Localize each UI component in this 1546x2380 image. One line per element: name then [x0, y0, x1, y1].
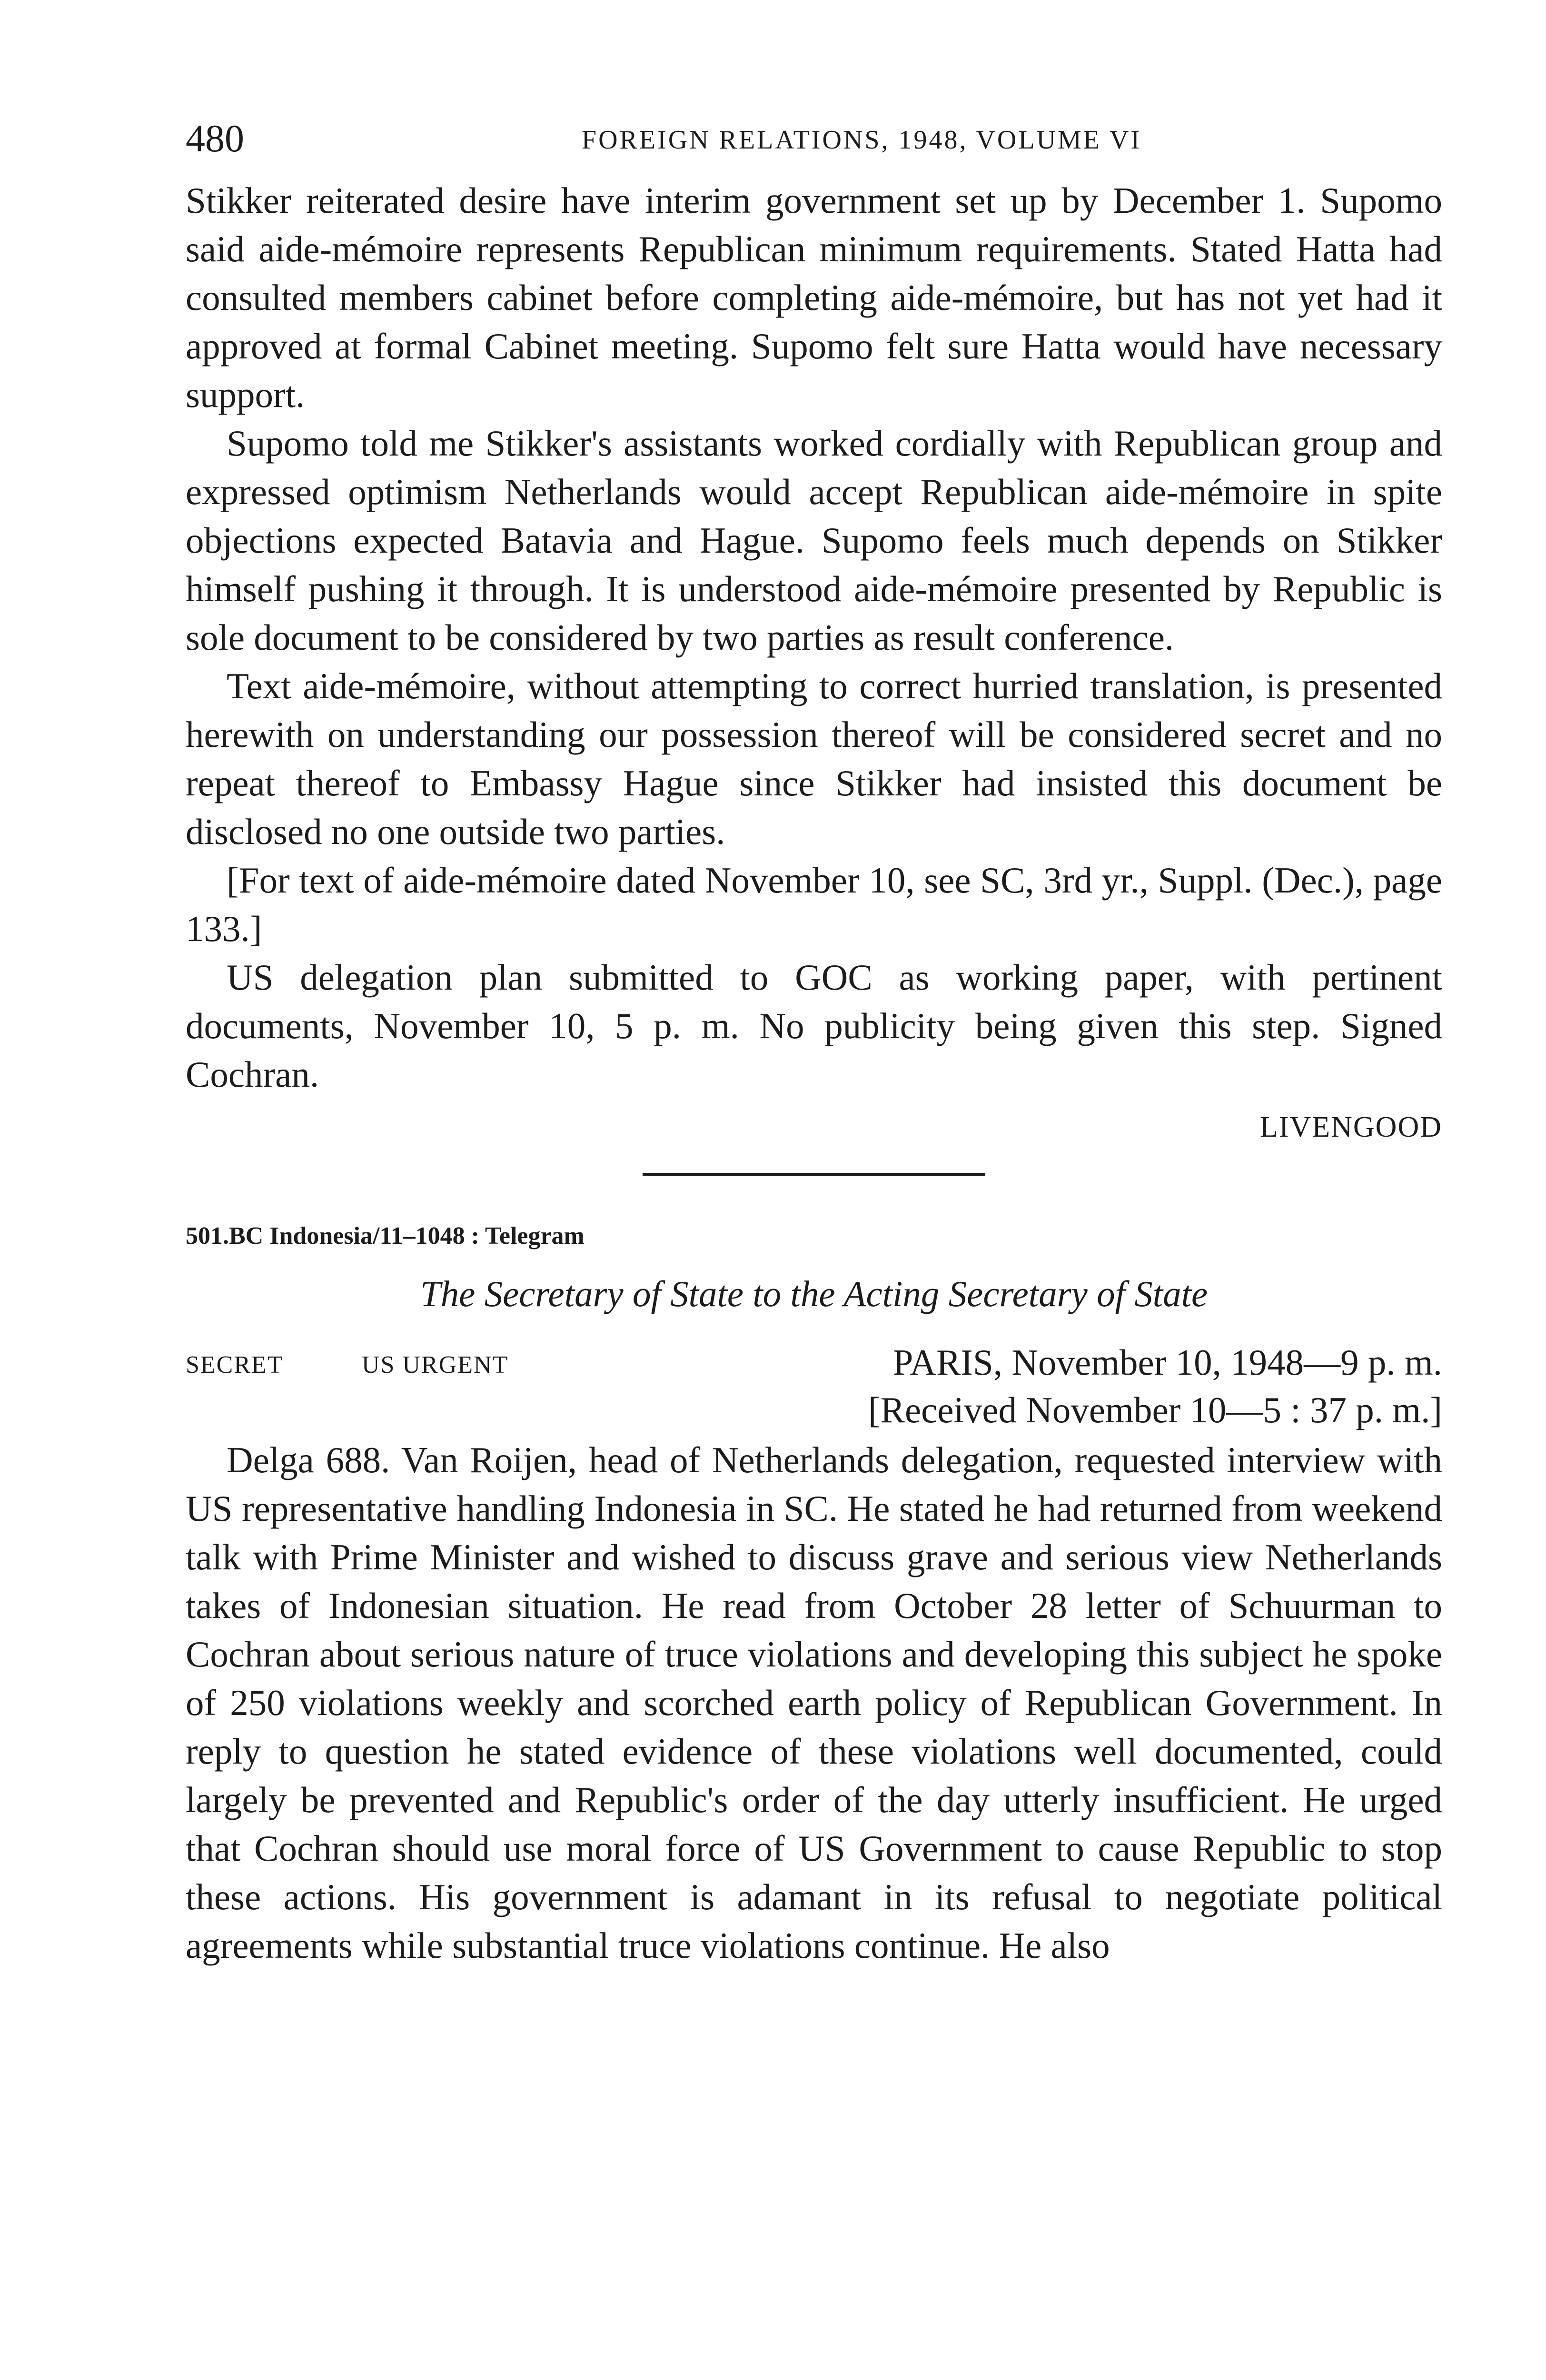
- editorial-note: [For text of aide-mémoire dated November 10, see SC, 3rd yr., Suppl. (Dec.), page 133.]: [186, 860, 1442, 949]
- paragraph: US delegation plan submitted to GOC as working paper, with pertinent documents, November 10, 5 p. m. No publicity being given this step. Signed Cochran.: [186, 957, 1442, 1095]
- sent-dateline: PARIS, November 10, 1948—9 p. m.: [892, 1342, 1442, 1383]
- document-continuation: [186, 176, 1442, 1146]
- dateline: [186, 1339, 1442, 1436]
- page-number: 480: [186, 117, 244, 160]
- signature: LIVENGOOD: [1259, 1111, 1442, 1143]
- telegram-body: Delga 688. Van Roijen, head of Netherlands delegation, requested interview with US representative handling Indonesia in SC. He stated he had returned from weekend talk with Prime Minister and wished to discuss grave and serious view Netherlands takes of Indonesian situation. He read from October 28 letter of Schuurman to Cochran about serious nature of truce violations and developing this subject he spoke of 250 violations weekly and scorched earth policy of Republican Government. In reply to question he stated evidence of these violations well documented, could largely be prevented and Republic's order of the day utterly insufficient. He urged that Cochran should use moral force of US Government to cause Republic to stop these actions. His government is adamant in its refusal to negotiate political agreements while substantial truce violations continue. He also: [186, 1439, 1442, 1966]
- document-title: The Secretary of State to the Acting Secretary of State: [420, 1273, 1208, 1314]
- file-reference: 501.BC Indonesia/11–1048 : Telegram: [186, 1222, 585, 1250]
- page-header: [186, 119, 1442, 176]
- paragraph: Text aide-mémoire, without attempting to correct hurried translation, is presented herewith on understanding our possession thereof will be considered secret and no repeat thereof to Embassy Hague since Stikker had insisted this document be disclosed no one outside two parties.: [186, 665, 1442, 852]
- document-page: [186, 119, 1442, 1970]
- classification-label: SECRET: [186, 1351, 284, 1378]
- running-title: FOREIGN RELATIONS, 1948, VOLUME VI: [581, 125, 1142, 155]
- received-dateline: [Received November 10—5 : 37 p. m.]: [868, 1389, 1442, 1430]
- section-divider: [643, 1173, 985, 1176]
- paragraph: Stikker reiterated desire have interim government set up by December 1. Supomo said aide-mémoire represents Republican minimum requirements. Stated Hatta had consulted members cabinet before completing aide-mémoire, but has not yet had it approved at formal Cabinet meeting. Supomo felt sure Hatta would have necessary support.: [186, 180, 1442, 415]
- paragraph: Supomo told me Stikker's assistants worked cordially with Republican group and expressed optimism Netherlands would accept Republican aide-mémoire in spite objections expected Batavia and Hague. Supomo feels much depends on Stikker himself pushing it through. It is understood aide-mémoire presented by Republic is sole document to be considered by two parties as result conference.: [186, 423, 1442, 658]
- precedence-label: US URGENT: [362, 1351, 509, 1378]
- telegram-document: [186, 1220, 1442, 1970]
